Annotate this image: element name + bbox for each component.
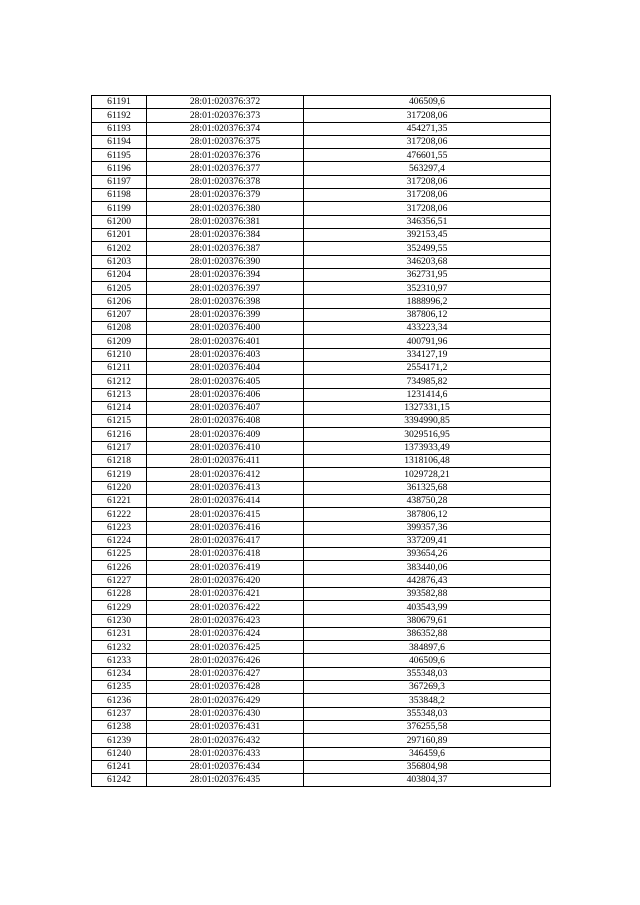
table-row [92, 149, 551, 162]
cadastral-number-cell: 28:01:020376:426 [147, 654, 304, 667]
cadastral-value-cell: 2554171,2 [304, 361, 551, 374]
row-number-cell: 61239 [92, 734, 147, 747]
table-row [92, 135, 551, 148]
cadastral-number-cell: 28:01:020376:409 [147, 428, 304, 441]
cadastral-number-cell: 28:01:020376:375 [147, 135, 304, 148]
row-number-cell: 61202 [92, 242, 147, 255]
cadastral-number-cell: 28:01:020376:423 [147, 614, 304, 627]
cadastral-number-cell: 28:01:020376:373 [147, 109, 304, 122]
cadastral-value-cell: 1231414,6 [304, 388, 551, 401]
row-number-cell: 61212 [92, 375, 147, 388]
table-row [92, 774, 551, 787]
row-number-cell: 61221 [92, 494, 147, 507]
table-row [92, 428, 551, 441]
cadastral-value-cell: 317208,06 [304, 189, 551, 202]
row-number-cell: 61196 [92, 162, 147, 175]
cadastral-number-cell: 28:01:020376:378 [147, 175, 304, 188]
cadastral-number-cell: 28:01:020376:435 [147, 774, 304, 787]
cadastral-number-cell: 28:01:020376:410 [147, 441, 304, 454]
cadastral-number-cell: 28:01:020376:397 [147, 282, 304, 295]
row-number-cell: 61207 [92, 308, 147, 321]
cadastral-value-cell: 380679,61 [304, 614, 551, 627]
table-row [92, 401, 551, 414]
cadastral-number-cell: 28:01:020376:422 [147, 601, 304, 614]
table-row [92, 189, 551, 202]
cadastral-value-table [91, 95, 551, 787]
cadastral-number-cell: 28:01:020376:431 [147, 720, 304, 733]
cadastral-number-cell: 28:01:020376:432 [147, 734, 304, 747]
row-number-cell: 61213 [92, 388, 147, 401]
cadastral-value-cell: 353848,2 [304, 694, 551, 707]
cadastral-number-cell: 28:01:020376:421 [147, 587, 304, 600]
cadastral-number-cell: 28:01:020376:374 [147, 122, 304, 135]
cadastral-value-cell: 442876,43 [304, 574, 551, 587]
table-row [92, 415, 551, 428]
cadastral-value-cell: 334127,19 [304, 348, 551, 361]
row-number-cell: 61205 [92, 282, 147, 295]
cadastral-number-cell: 28:01:020376:430 [147, 707, 304, 720]
row-number-cell: 61230 [92, 614, 147, 627]
cadastral-value-cell: 393582,88 [304, 587, 551, 600]
cadastral-number-cell: 28:01:020376:415 [147, 508, 304, 521]
cadastral-number-cell: 28:01:020376:424 [147, 627, 304, 640]
row-number-cell: 61220 [92, 481, 147, 494]
cadastral-number-cell: 28:01:020376:372 [147, 96, 304, 109]
row-number-cell: 61199 [92, 202, 147, 215]
row-number-cell: 61225 [92, 548, 147, 561]
row-number-cell: 61236 [92, 694, 147, 707]
table-row [92, 268, 551, 281]
cadastral-number-cell: 28:01:020376:425 [147, 641, 304, 654]
table-row [92, 455, 551, 468]
table-row [92, 441, 551, 454]
table-row [92, 348, 551, 361]
row-number-cell: 61204 [92, 268, 147, 281]
table-row [92, 521, 551, 534]
table-row [92, 760, 551, 773]
cadastral-number-cell: 28:01:020376:400 [147, 322, 304, 335]
cadastral-value-cell: 563297,4 [304, 162, 551, 175]
table-row [92, 228, 551, 241]
table-row [92, 720, 551, 733]
cadastral-number-cell: 28:01:020376:427 [147, 667, 304, 680]
row-number-cell: 61229 [92, 601, 147, 614]
row-number-cell: 61191 [92, 96, 147, 109]
row-number-cell: 61234 [92, 667, 147, 680]
cadastral-value-cell: 406509,6 [304, 96, 551, 109]
cadastral-number-cell: 28:01:020376:434 [147, 760, 304, 773]
cadastral-number-cell: 28:01:020376:408 [147, 415, 304, 428]
row-number-cell: 61232 [92, 641, 147, 654]
row-number-cell: 61218 [92, 455, 147, 468]
cadastral-value-cell: 355348,03 [304, 707, 551, 720]
table-row [92, 574, 551, 587]
cadastral-number-cell: 28:01:020376:428 [147, 681, 304, 694]
cadastral-number-cell: 28:01:020376:418 [147, 548, 304, 561]
row-number-cell: 61211 [92, 361, 147, 374]
row-number-cell: 61233 [92, 654, 147, 667]
table-row [92, 202, 551, 215]
row-number-cell: 61214 [92, 401, 147, 414]
cadastral-value-cell: 317208,06 [304, 175, 551, 188]
row-number-cell: 61226 [92, 561, 147, 574]
table-row [92, 122, 551, 135]
cadastral-value-cell: 406509,6 [304, 654, 551, 667]
cadastral-number-cell: 28:01:020376:384 [147, 228, 304, 241]
cadastral-number-cell: 28:01:020376:420 [147, 574, 304, 587]
cadastral-number-cell: 28:01:020376:404 [147, 361, 304, 374]
cadastral-number-cell: 28:01:020376:414 [147, 494, 304, 507]
table-row [92, 747, 551, 760]
table-row [92, 361, 551, 374]
row-number-cell: 61195 [92, 149, 147, 162]
table-row [92, 694, 551, 707]
cadastral-value-cell: 317208,06 [304, 135, 551, 148]
row-number-cell: 61231 [92, 627, 147, 640]
table-row [92, 322, 551, 335]
row-number-cell: 61237 [92, 707, 147, 720]
cadastral-value-cell: 376255,58 [304, 720, 551, 733]
cadastral-number-cell: 28:01:020376:399 [147, 308, 304, 321]
cadastral-number-cell: 28:01:020376:376 [147, 149, 304, 162]
table-row [92, 707, 551, 720]
row-number-cell: 61219 [92, 468, 147, 481]
cadastral-number-cell: 28:01:020376:387 [147, 242, 304, 255]
cadastral-value-cell: 403804,37 [304, 774, 551, 787]
cadastral-value-cell: 387806,12 [304, 308, 551, 321]
cadastral-number-cell: 28:01:020376:412 [147, 468, 304, 481]
row-number-cell: 61241 [92, 760, 147, 773]
table-row [92, 734, 551, 747]
cadastral-value-cell: 387806,12 [304, 508, 551, 521]
cadastral-number-cell: 28:01:020376:429 [147, 694, 304, 707]
cadastral-number-cell: 28:01:020376:390 [147, 255, 304, 268]
table-body [92, 96, 551, 787]
row-number-cell: 61242 [92, 774, 147, 787]
row-number-cell: 61217 [92, 441, 147, 454]
cadastral-value-cell: 383440,06 [304, 561, 551, 574]
row-number-cell: 61216 [92, 428, 147, 441]
table-row [92, 175, 551, 188]
cadastral-value-cell: 1888996,2 [304, 295, 551, 308]
cadastral-value-cell: 337209,41 [304, 534, 551, 547]
table-row [92, 282, 551, 295]
cadastral-value-cell: 399357,36 [304, 521, 551, 534]
row-number-cell: 61240 [92, 747, 147, 760]
cadastral-value-cell: 384897,6 [304, 641, 551, 654]
table-row [92, 481, 551, 494]
cadastral-number-cell: 28:01:020376:398 [147, 295, 304, 308]
row-number-cell: 61200 [92, 215, 147, 228]
cadastral-number-cell: 28:01:020376:403 [147, 348, 304, 361]
cadastral-number-cell: 28:01:020376:380 [147, 202, 304, 215]
table-row [92, 561, 551, 574]
cadastral-number-cell: 28:01:020376:419 [147, 561, 304, 574]
table-row [92, 468, 551, 481]
table-row [92, 242, 551, 255]
cadastral-value-cell: 355348,03 [304, 667, 551, 680]
cadastral-value-cell: 317208,06 [304, 109, 551, 122]
table-row [92, 587, 551, 600]
table-row [92, 654, 551, 667]
cadastral-value-cell: 1318106,48 [304, 455, 551, 468]
table-row [92, 508, 551, 521]
cadastral-value-cell: 297160,89 [304, 734, 551, 747]
table-row [92, 494, 551, 507]
cadastral-value-cell: 317208,06 [304, 202, 551, 215]
cadastral-value-cell: 1373933,49 [304, 441, 551, 454]
row-number-cell: 61198 [92, 189, 147, 202]
row-number-cell: 61227 [92, 574, 147, 587]
cadastral-value-cell: 346356,51 [304, 215, 551, 228]
table-row [92, 295, 551, 308]
cadastral-number-cell: 28:01:020376:394 [147, 268, 304, 281]
table-row [92, 109, 551, 122]
row-number-cell: 61193 [92, 122, 147, 135]
table-row [92, 96, 551, 109]
table-row [92, 627, 551, 640]
table-row [92, 335, 551, 348]
table-row [92, 308, 551, 321]
cadastral-number-cell: 28:01:020376:406 [147, 388, 304, 401]
table-row [92, 641, 551, 654]
cadastral-value-cell: 362731,95 [304, 268, 551, 281]
row-number-cell: 61197 [92, 175, 147, 188]
row-number-cell: 61238 [92, 720, 147, 733]
cadastral-value-cell: 433223,34 [304, 322, 551, 335]
table-row [92, 255, 551, 268]
cadastral-value-cell: 1029728,21 [304, 468, 551, 481]
row-number-cell: 61206 [92, 295, 147, 308]
row-number-cell: 61194 [92, 135, 147, 148]
row-number-cell: 61224 [92, 534, 147, 547]
cadastral-number-cell: 28:01:020376:417 [147, 534, 304, 547]
table-row [92, 388, 551, 401]
table-row [92, 215, 551, 228]
row-number-cell: 61208 [92, 322, 147, 335]
cadastral-number-cell: 28:01:020376:413 [147, 481, 304, 494]
cadastral-value-cell: 352310,97 [304, 282, 551, 295]
cadastral-number-cell: 28:01:020376:377 [147, 162, 304, 175]
cadastral-value-cell: 400791,96 [304, 335, 551, 348]
cadastral-number-cell: 28:01:020376:411 [147, 455, 304, 468]
cadastral-value-cell: 1327331,15 [304, 401, 551, 414]
row-number-cell: 61222 [92, 508, 147, 521]
cadastral-value-cell: 734985,82 [304, 375, 551, 388]
table-row [92, 375, 551, 388]
table-row [92, 614, 551, 627]
table-row [92, 667, 551, 680]
cadastral-value-cell: 438750,28 [304, 494, 551, 507]
cadastral-value-cell: 386352,88 [304, 627, 551, 640]
cadastral-value-cell: 3394990,85 [304, 415, 551, 428]
cadastral-number-cell: 28:01:020376:416 [147, 521, 304, 534]
row-number-cell: 61210 [92, 348, 147, 361]
cadastral-value-cell: 392153,45 [304, 228, 551, 241]
cadastral-value-cell: 454271,35 [304, 122, 551, 135]
cadastral-number-cell: 28:01:020376:401 [147, 335, 304, 348]
cadastral-number-cell: 28:01:020376:407 [147, 401, 304, 414]
table-row [92, 601, 551, 614]
cadastral-number-cell: 28:01:020376:433 [147, 747, 304, 760]
cadastral-value-cell: 367269,3 [304, 681, 551, 694]
cadastral-value-cell: 361325,68 [304, 481, 551, 494]
row-number-cell: 61223 [92, 521, 147, 534]
row-number-cell: 61228 [92, 587, 147, 600]
cadastral-value-cell: 3029516,95 [304, 428, 551, 441]
cadastral-value-cell: 352499,55 [304, 242, 551, 255]
table-row [92, 548, 551, 561]
row-number-cell: 61201 [92, 228, 147, 241]
cadastral-number-cell: 28:01:020376:381 [147, 215, 304, 228]
table-row [92, 534, 551, 547]
cadastral-value-cell: 346203,68 [304, 255, 551, 268]
cadastral-number-cell: 28:01:020376:379 [147, 189, 304, 202]
row-number-cell: 61215 [92, 415, 147, 428]
cadastral-value-cell: 346459,6 [304, 747, 551, 760]
cadastral-number-cell: 28:01:020376:405 [147, 375, 304, 388]
cadastral-value-cell: 403543,99 [304, 601, 551, 614]
cadastral-value-cell: 476601,55 [304, 149, 551, 162]
row-number-cell: 61209 [92, 335, 147, 348]
cadastral-value-cell: 356804,98 [304, 760, 551, 773]
table-row [92, 162, 551, 175]
row-number-cell: 61203 [92, 255, 147, 268]
row-number-cell: 61192 [92, 109, 147, 122]
table-row [92, 681, 551, 694]
cadastral-value-cell: 393654,26 [304, 548, 551, 561]
row-number-cell: 61235 [92, 681, 147, 694]
